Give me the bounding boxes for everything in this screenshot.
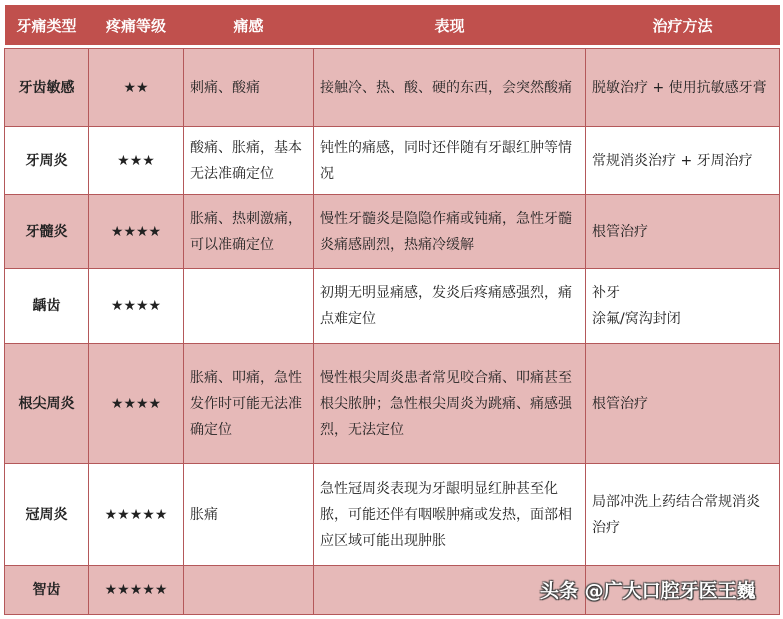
cell-symptom: 钝性的痛感，同时还伴随有牙龈红肿等情况 bbox=[314, 127, 586, 195]
header-type: 牙痛类型 bbox=[5, 5, 89, 45]
cell-symptom: 慢性牙髓炎是隐隐作痛或钝痛，急性牙髓炎痛感剧烈，热痛冷缓解 bbox=[314, 195, 586, 269]
cell-level: ★★★ bbox=[89, 127, 184, 195]
table-row bbox=[5, 269, 780, 344]
treatment-line: 常规消炎治疗 + 牙周治疗 bbox=[592, 152, 753, 169]
cell-symptom: 慢性根尖周炎患者常见咬合痛、叩痛甚至根尖脓肿；急性根尖周炎为跳痛、痛感强烈，无法定位 bbox=[314, 344, 586, 464]
cell-treatment bbox=[586, 127, 780, 195]
header-symptom: 表现 bbox=[314, 5, 586, 45]
header-sense: 痛感 bbox=[184, 5, 314, 45]
toothache-table-container bbox=[4, 5, 779, 615]
treatment-line: 根管治疗 bbox=[592, 223, 648, 240]
cell-sense: 胀痛、叩痛，急性发作时可能无法准确定位 bbox=[184, 344, 314, 464]
cell-treatment bbox=[586, 464, 780, 566]
cell-sense: 胀痛 bbox=[184, 464, 314, 566]
cell-level: ★★★★ bbox=[89, 269, 184, 344]
cell-treatment bbox=[586, 269, 780, 344]
cell-level: ★★★★ bbox=[89, 344, 184, 464]
cell-symptom: 急性冠周炎表现为牙龈明显红肿甚至化脓，可能还伴有咽喉肿痛或发热，面部相应区域可能出现肿胀 bbox=[314, 464, 586, 566]
table-row bbox=[5, 49, 780, 127]
cell-treatment bbox=[586, 344, 780, 464]
cell-symptom: 初期无明显痛感，发炎后疼痛感强烈，痛点难定位 bbox=[314, 269, 586, 344]
toothache-table bbox=[4, 5, 780, 615]
treatment-line: 涂氟/窝沟封闭 bbox=[592, 311, 681, 327]
table-row bbox=[5, 127, 780, 195]
cell-type: 冠周炎 bbox=[5, 464, 89, 566]
header-level: 疼痛等级 bbox=[89, 5, 184, 45]
cell-type: 智齿 bbox=[5, 566, 89, 615]
header-treatment: 治疗方法 bbox=[586, 5, 780, 45]
table-row bbox=[5, 464, 780, 566]
cell-level: ★★★★★ bbox=[89, 566, 184, 615]
table-row bbox=[5, 195, 780, 269]
cell-type: 龋齿 bbox=[5, 269, 89, 344]
cell-level: ★★ bbox=[89, 49, 184, 127]
treatment-line: 脱敏治疗 + 使用抗敏感牙膏 bbox=[592, 79, 767, 96]
cell-symptom: 接触冷、热、酸、硬的东西，会突然酸痛 bbox=[314, 49, 586, 127]
cell-sense: 酸痛、胀痛，基本无法准确定位 bbox=[184, 127, 314, 195]
cell-level: ★★★★ bbox=[89, 195, 184, 269]
cell-sense: 刺痛、酸痛 bbox=[184, 49, 314, 127]
treatment-line: 补牙 bbox=[592, 285, 620, 301]
table-row bbox=[5, 344, 780, 464]
cell-level: ★★★★★ bbox=[89, 464, 184, 566]
cell-type: 根尖周炎 bbox=[5, 344, 89, 464]
cell-treatment bbox=[586, 49, 780, 127]
cell-sense: 胀痛、热刺激痛，可以准确定位 bbox=[184, 195, 314, 269]
treatment-line: 局部冲洗上药结合常规消炎治疗 bbox=[592, 493, 760, 536]
cell-treatment bbox=[586, 195, 780, 269]
cell-sense bbox=[184, 566, 314, 615]
cell-type: 牙周炎 bbox=[5, 127, 89, 195]
cell-type: 牙齿敏感 bbox=[5, 49, 89, 127]
watermark-text: 头条 @广大口腔牙医王巍 bbox=[540, 580, 756, 602]
cell-sense bbox=[184, 269, 314, 344]
cell-type: 牙髓炎 bbox=[5, 195, 89, 269]
table-header-row bbox=[5, 5, 780, 45]
treatment-line: 根管治疗 bbox=[592, 395, 648, 412]
